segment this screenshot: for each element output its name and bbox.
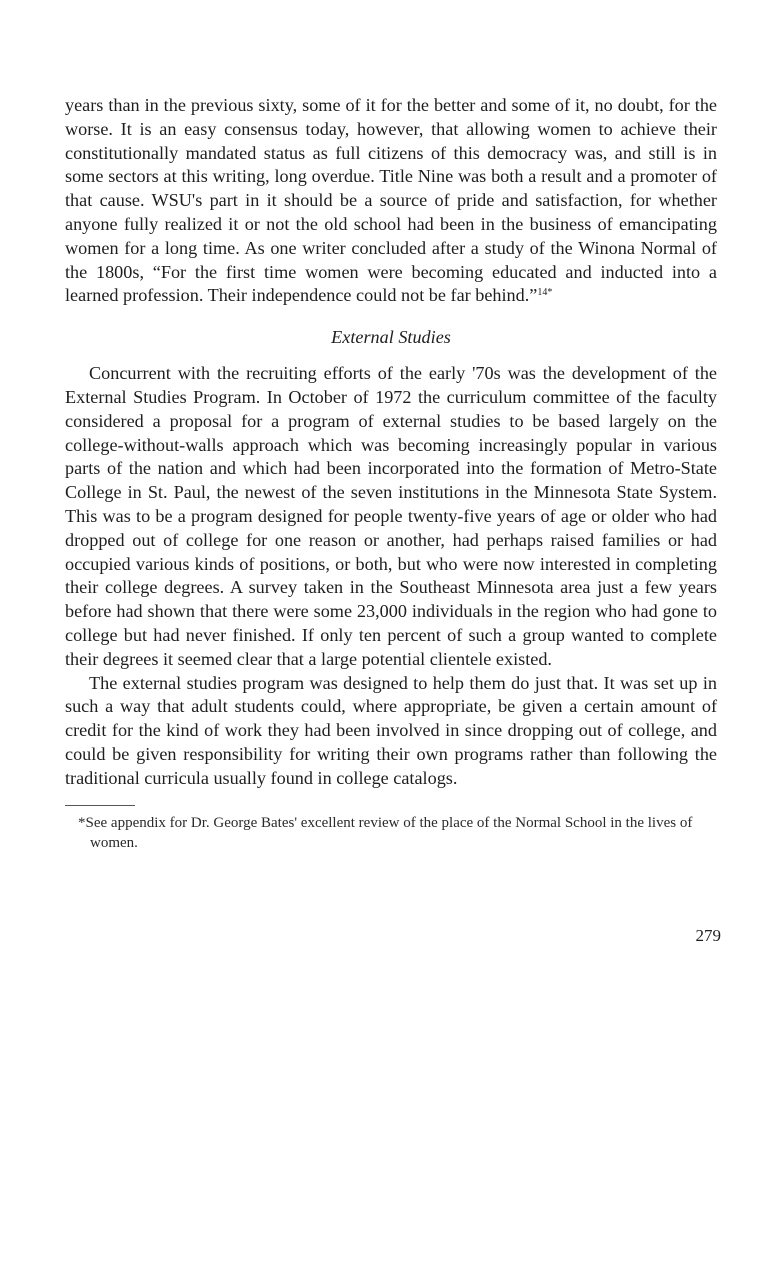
footnote: *See appendix for Dr. George Bates' excellent review of the place of the Normal School in the lives of women. [78, 815, 693, 851]
page-number: 279 [695, 926, 721, 945]
page-body [65, 94, 717, 791]
paragraph-1-text: years than in the previous sixty, some of it for the better and some of it, no doubt, for the worse. It is an easy consensus today, however, that allowing women to achieve their constitutionally mandated status as full citizens of this democracy was, and still is in some sectors at this writing, long overdue. Title Nine was both a result and a promoter of that cause. WSU's part in it should be a source of pride and satisfaction, for whether anyone fully realized it or not the old school had been in the business of emancipating women for a long time. As one writer concluded after a study of the Winona Normal of the 1800s, “For the first time women were becoming educated and inducted into a learned profession. Their independence could not be far behind.” [65, 95, 717, 306]
footnote-divider [65, 805, 135, 806]
section-heading: External Studies [331, 327, 451, 348]
paragraph-3: The external studies program was designed to help them do just that. It was set up in such a way that adult students could, where appropriate, be given a certain amount of credit for the kind of work they had been involved in since dropping out of college, and could be given responsibility for writing their own programs rather than following the traditional curricula usually found in college catalogs. [65, 672, 717, 788]
paragraph-1 [65, 94, 717, 308]
footnote-reference: 14* [537, 287, 553, 299]
paragraph-2: Concurrent with the recruiting efforts of the early '70s was the development of the External Studies Program. In October of 1972 the curriculum committee of the faculty considered a proposal for a program of external studies to be based largely on the college-without-walls approach which was becoming increasingly popular in various parts of the nation and which had been incorporated into the formation of Metro-State College in St. Paul, the newest of the seven institutions in the Minnesota State System. This was to be a program designed for people twenty-five years of age or older who had dropped out of college for one reason or another, had perhaps raised families or had occupied various kinds of positions, or both, but who were now interested in completing their college degrees. A survey taken in the Southeast Minnesota area just a few years before had shown that there were some 23,000 individuals in the region who had gone to college but had never finished. If only ten percent of such a group wanted to complete their degrees it seemed clear that a large potential clientele existed. [65, 363, 717, 669]
